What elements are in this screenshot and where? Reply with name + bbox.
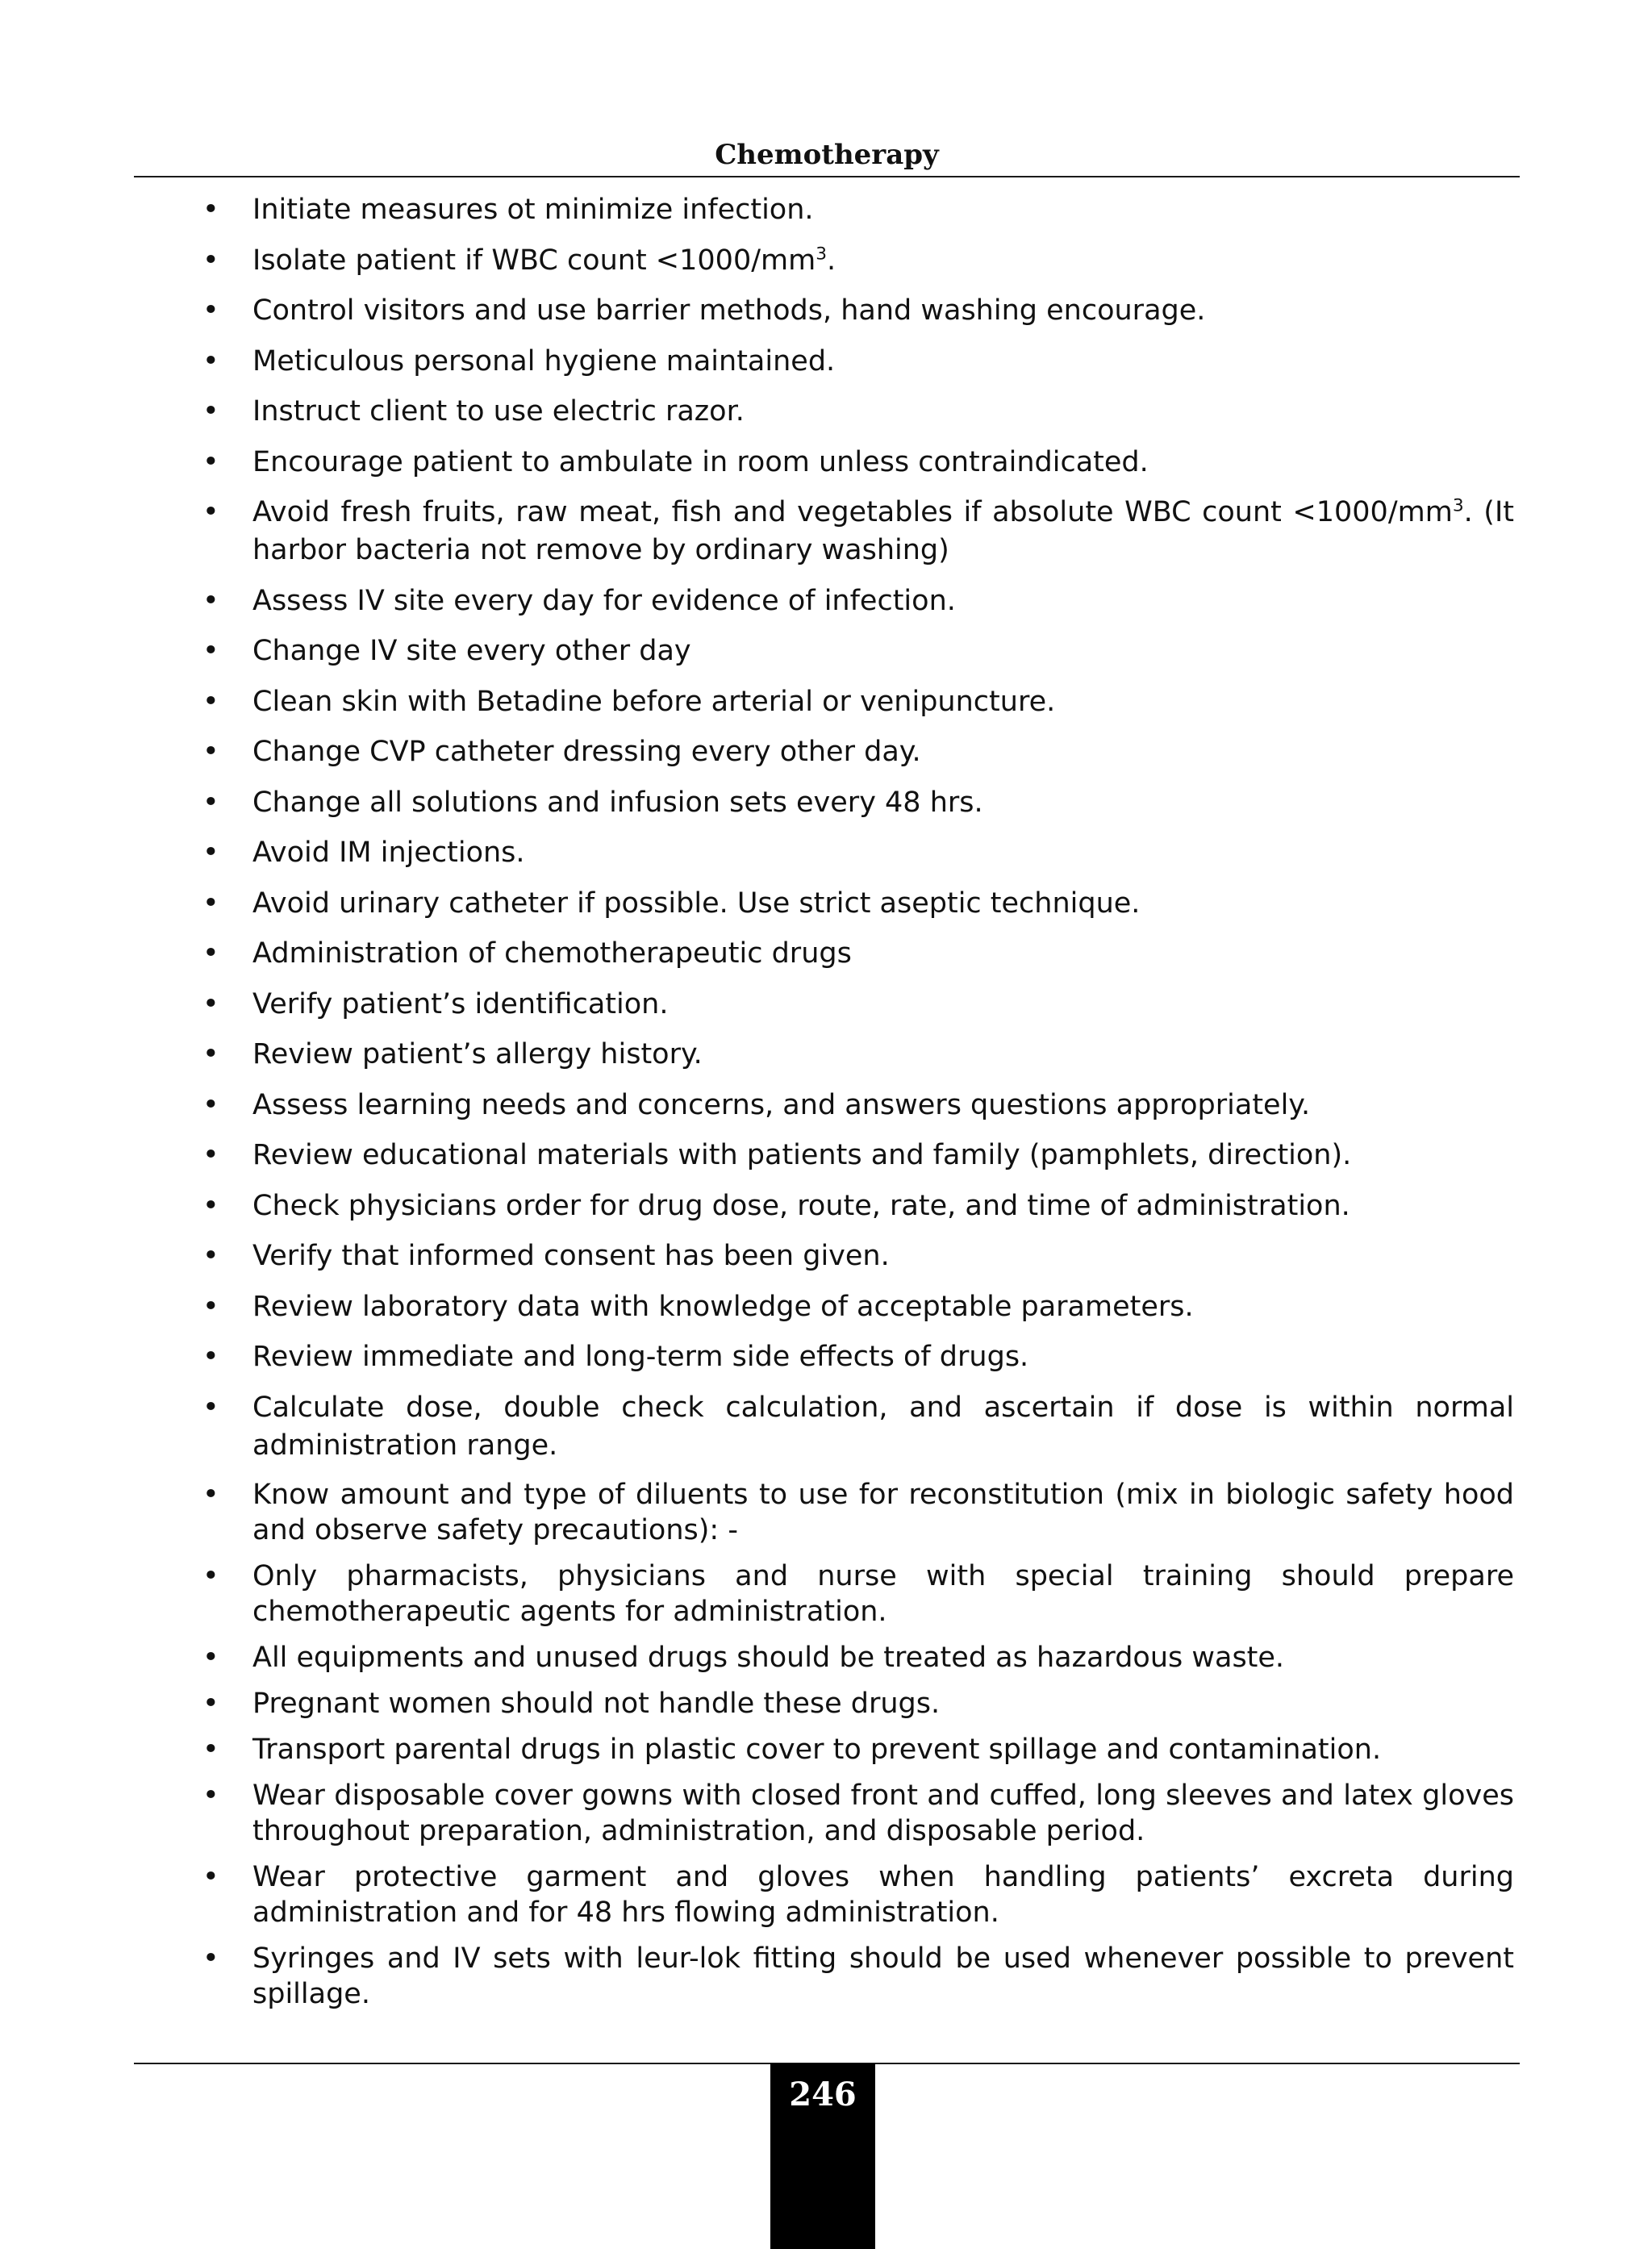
list-item-text: Meticulous personal hygiene maintained. — [252, 344, 836, 378]
list-item — [194, 292, 1514, 330]
list-item-text: Encourage patient to ambulate in room unless contraindicated. — [252, 445, 1149, 478]
list-item-text: Clean skin with Betadine before arterial or venipuncture. — [252, 685, 1056, 718]
list-item — [194, 784, 1514, 822]
list-item-text: Only pharmacists, physicians and nurse with special training should prepare chemotherapeutic agents for administration. — [252, 1560, 1514, 1628]
list-item — [194, 632, 1514, 670]
list-item — [194, 393, 1514, 431]
list-item-text: Control visitors and use barrier methods, hand washing encourage. — [252, 294, 1206, 327]
list-item-text: Change CVP catheter dressing every other day. — [252, 736, 921, 768]
page-number: 246 — [789, 2076, 857, 2113]
list-item — [194, 1036, 1514, 1074]
list-item — [194, 1778, 1514, 1849]
superscript: 3 — [1452, 495, 1464, 516]
list-item-text: Avoid IM injections. — [252, 837, 525, 869]
list-item — [194, 444, 1514, 482]
list-item — [194, 986, 1514, 1024]
list-item-text: Assess learning needs and concerns, and answers questions appropriately. — [252, 1088, 1311, 1121]
list-item — [194, 1389, 1514, 1465]
list-item-text: Change IV site every other day — [252, 635, 691, 667]
list-item-text: Syringes and IV sets with leur-lok fitting should be used whenever possible to prevent spillage. — [252, 1942, 1514, 2010]
list-item — [194, 1732, 1514, 1767]
list-item-text: Review immediate and long-term side effects of drugs. — [252, 1341, 1029, 1373]
list-item-text: Change all solutions and infusion sets every 48 hrs. — [252, 786, 983, 819]
list-item-suffix: . (It harbor bacteria not remove by ordinary washing) — [252, 496, 1514, 566]
list-item-text: Check physicians order for drug dose, route, rate, and time of administration. — [252, 1189, 1350, 1222]
list-item — [194, 683, 1514, 721]
list-item — [194, 343, 1514, 381]
list-item — [194, 582, 1514, 620]
list-item — [194, 885, 1514, 923]
list-item — [194, 1187, 1514, 1225]
superscript: 3 — [816, 243, 828, 264]
list-item-text: Verify patient’s identification. — [252, 987, 669, 1020]
list-item — [194, 1137, 1514, 1175]
list-item-text: Wear disposable cover gowns with closed front and cuffed, long sleeves and latex gloves throughout preparation, administration, and disposable period. — [252, 1780, 1514, 1847]
list-item-text: Assess IV site every day for evidence of infection. — [252, 584, 956, 617]
list-item — [194, 1558, 1514, 1629]
running-title: Chemotherapy — [715, 139, 939, 171]
list-item — [194, 242, 1514, 280]
list-item — [194, 1477, 1514, 1548]
bullet-list — [194, 191, 1514, 2022]
list-item-suffix: . — [827, 244, 836, 277]
list-item — [194, 1288, 1514, 1326]
list-item-text: Know amount and type of diluents to use for reconstitution (mix in biologic safety hood and observe safety precautions): - — [252, 1479, 1514, 1546]
header-rule — [134, 176, 1520, 177]
list-item-text: Pregnant women should not handle these drugs. — [252, 1688, 941, 1720]
list-item-text: Review patient’s allergy history. — [252, 1038, 703, 1070]
list-item-text: Wear protective garment and gloves when handling patients’ excreta during administration and for 48 hrs flowing administration. — [252, 1861, 1514, 1929]
list-item — [194, 1941, 1514, 2012]
page-number-tab — [770, 2063, 875, 2249]
list-item — [194, 494, 1514, 570]
list-item-text: Verify that informed consent has been given. — [252, 1240, 890, 1272]
list-item — [194, 1237, 1514, 1275]
list-item-text: Review educational materials with patients and family (pamphlets, direction). — [252, 1139, 1352, 1171]
list-item — [194, 191, 1514, 229]
list-item-text: Administration of chemotherapeutic drugs — [252, 937, 852, 970]
list-item — [194, 1859, 1514, 1930]
list-item-text: Review laboratory data with knowledge of acceptable parameters. — [252, 1290, 1194, 1323]
list-item-text: Isolate patient if WBC count <1000/mm — [252, 244, 816, 277]
list-item — [194, 1338, 1514, 1376]
list-item — [194, 1686, 1514, 1721]
list-item-text: Instruct client to use electric razor. — [252, 395, 745, 428]
list-item — [194, 935, 1514, 973]
list-item — [194, 834, 1514, 872]
list-item — [194, 1087, 1514, 1124]
list-item — [194, 733, 1514, 771]
list-item-text: All equipments and unused drugs should be treated as hazardous waste. — [252, 1642, 1285, 1674]
list-item — [194, 1640, 1514, 1675]
list-item-text: Avoid urinary catheter if possible. Use strict aseptic technique. — [252, 887, 1141, 920]
list-item-text: Calculate dose, double check calculation, and ascertain if dose is within normal administration range. — [252, 1391, 1514, 1462]
list-item-text: Initiate measures ot minimize infection. — [252, 194, 814, 226]
list-item-text: Transport parental drugs in plastic cover to prevent spillage and contamination. — [252, 1734, 1382, 1766]
list-item-text: Avoid fresh fruits, raw meat, fish and vegetables if absolute WBC count <1000/mm — [252, 496, 1453, 528]
